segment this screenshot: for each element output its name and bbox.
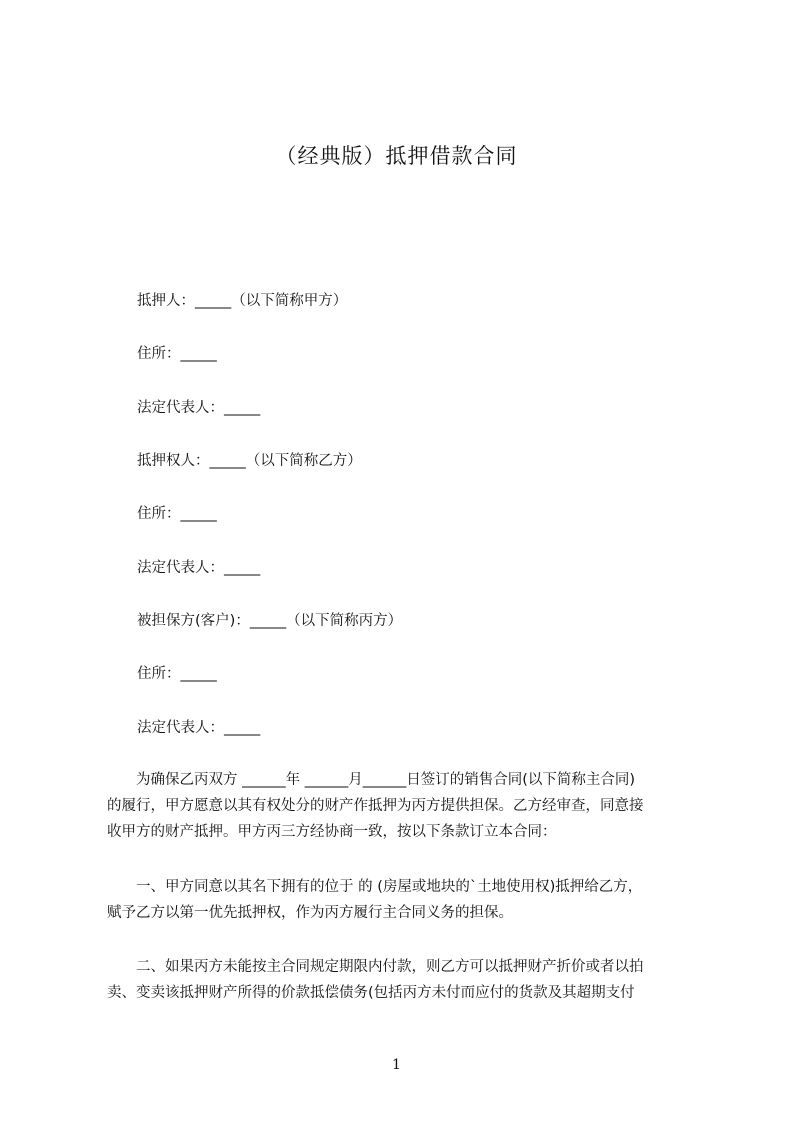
field-mortgagor: 抵押人：_____（以下简称甲方） — [137, 293, 348, 309]
paragraph-line: 的履行，甲方愿意以其有权处分的财产作抵押为丙方提供担保。乙方经审查，同意接 — [107, 798, 644, 814]
paragraph-line: 卖、变卖该抵押财产所得的价款抵偿债务(包括丙方未付而应付的货款及其超期支付 — [107, 985, 635, 1001]
page-number: 1 — [392, 1057, 401, 1073]
field-mortgagee-legal-rep: 法定代表人：_____ — [137, 560, 261, 576]
paragraph-line: 为确保乙丙双方 ______年 ______月______日签订的销售合同(以下简称主合同) — [107, 772, 636, 788]
field-mortgagee: 抵押权人：_____（以下简称乙方） — [137, 453, 362, 469]
paragraph-preamble — [107, 767, 700, 845]
field-guaranteed-party-address: 住所：_____ — [137, 666, 217, 682]
paragraph-line: 收甲方的财产抵押。甲方丙三方经协商一致，按以下条款订立本合同： — [107, 824, 557, 840]
document-title: （经典版）抵押借款合同 — [275, 144, 518, 168]
field-mortgagor-legal-rep: 法定代表人：_____ — [137, 400, 261, 416]
field-mortgagee-address: 住所：_____ — [137, 506, 217, 522]
paragraph-line: 赋予乙方以第一优先抵押权，作为丙方履行主合同义务的担保。 — [107, 905, 513, 921]
field-guaranteed-party-legal-rep: 法定代表人：_____ — [137, 720, 261, 736]
paragraph-clause-1 — [107, 874, 700, 926]
field-mortgagor-address: 住所：_____ — [137, 346, 217, 362]
paragraph-line: 二、如果丙方未能按主合同规定期限内付款，则乙方可以抵押财产折价或者以拍 — [107, 959, 644, 975]
paragraph-clause-2 — [107, 954, 700, 1006]
field-guaranteed-party: 被担保方(客户)：_____（以下简称丙方） — [137, 613, 403, 629]
paragraph-line: 一、甲方同意以其名下拥有的位于 的 (房屋或地块的`土地使用权)抵押给乙方， — [107, 879, 643, 895]
